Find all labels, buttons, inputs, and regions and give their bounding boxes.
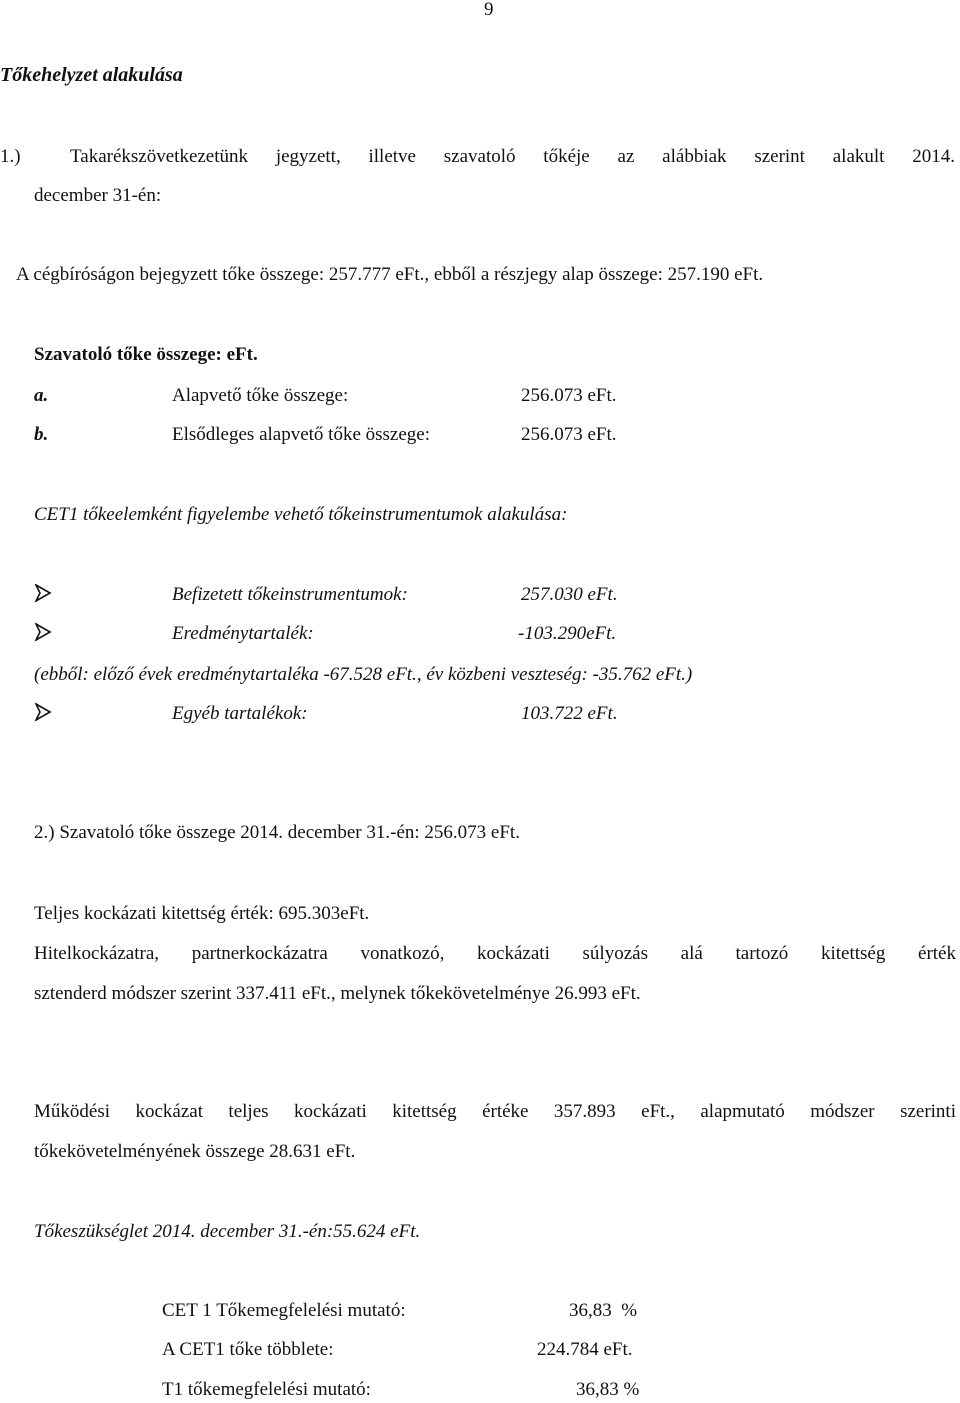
cet1-retained-note: (ebből: előző évek eredménytartaléka -67.528 eFt., év közbeni veszteség: -35.762 eFt.) [34,664,693,685]
cet1-other-label: Egyéb tartalékok: [172,703,308,724]
ratio-label-t1: T1 tőkemegfelelési mutató: [162,1379,371,1400]
total-risk-exposure: Teljes kockázati kitettség érték: 695.303eFt. [34,903,370,924]
own-funds-letter-a: a. [34,385,49,406]
ratio-label-cet1: CET 1 Tőkemegfelelési mutató: [162,1300,406,1321]
own-funds-value-b: 256.073 eFt. [521,424,617,445]
page-heading: Tőkehelyzet alakulása [0,64,183,86]
cet1-paid-label: Befizetett tőkeinstrumentumok: [172,584,408,605]
own-funds-title: Szavatoló tőke összege: eFt. [34,344,258,365]
cet1-paid-value: 257.030 eFt. [521,584,618,605]
own-funds-label-b: Elsődleges alapvető tőke összege: [172,424,431,445]
cet1-retained-value: -103.290eFt. [518,623,617,644]
operational-risk-line1: Működési kockázat teljes kockázati kitettség értéke 357.893 eFt., alapmutató módszer szerinti [34,1101,956,1122]
cet1-retained-label: Eredménytartalék: [172,623,314,644]
arrowhead-bullet-icon [34,703,52,721]
page-number: 9 [484,0,494,20]
registered-capital: A cégbíróságon bejegyzett tőke összege: 257.777 eFt., ebből a részjegy alap összege: 257.190 eFt. [16,264,764,285]
cet1-title: CET1 tőkeelemként figyelembe vehető tőkeinstrumentumok alakulása: [34,504,568,525]
section1-line2: december 31-én: [34,185,162,206]
own-funds-value-a: 256.073 eFt. [521,385,617,406]
credit-risk-line1: Hitelkockázatra, partnerkockázatra vonatkozó, kockázati súlyozás alá tartozó kitettség érték [34,943,956,964]
own-funds-label-a: Alapvető tőke összege: [172,385,349,406]
credit-risk-line2: sztenderd módszer szerint 337.411 eFt., melynek tőkekövetelménye 26.993 eFt. [34,983,641,1004]
cet1-other-value: 103.722 eFt. [521,703,618,724]
ratio-label-surplus: A CET1 tőke többlete: [162,1339,334,1360]
section1-line1: Takarékszövetkezetünk jegyzett, illetve szavatoló tőkéje az alábbiak szerint alakult 2014. [70,146,955,167]
arrowhead-bullet-icon [34,584,52,602]
section1-number: 1.) [0,146,21,167]
own-funds-letter-b: b. [34,424,49,445]
capital-requirement: Tőkeszükséglet 2014. december 31.-én:55.624 eFt. [34,1221,421,1242]
operational-risk-line2: tőkekövetelményének összege 28.631 eFt. [34,1141,356,1162]
ratio-value-t1: 36,83 % [576,1379,640,1400]
section2-line: 2.) Szavatoló tőke összege 2014. december 31.-én: 256.073 eFt. [34,822,520,843]
arrowhead-bullet-icon [34,623,52,641]
ratio-value-cet1: 36,83 % [569,1300,638,1321]
ratio-value-surplus: 224.784 eFt. [537,1339,633,1360]
